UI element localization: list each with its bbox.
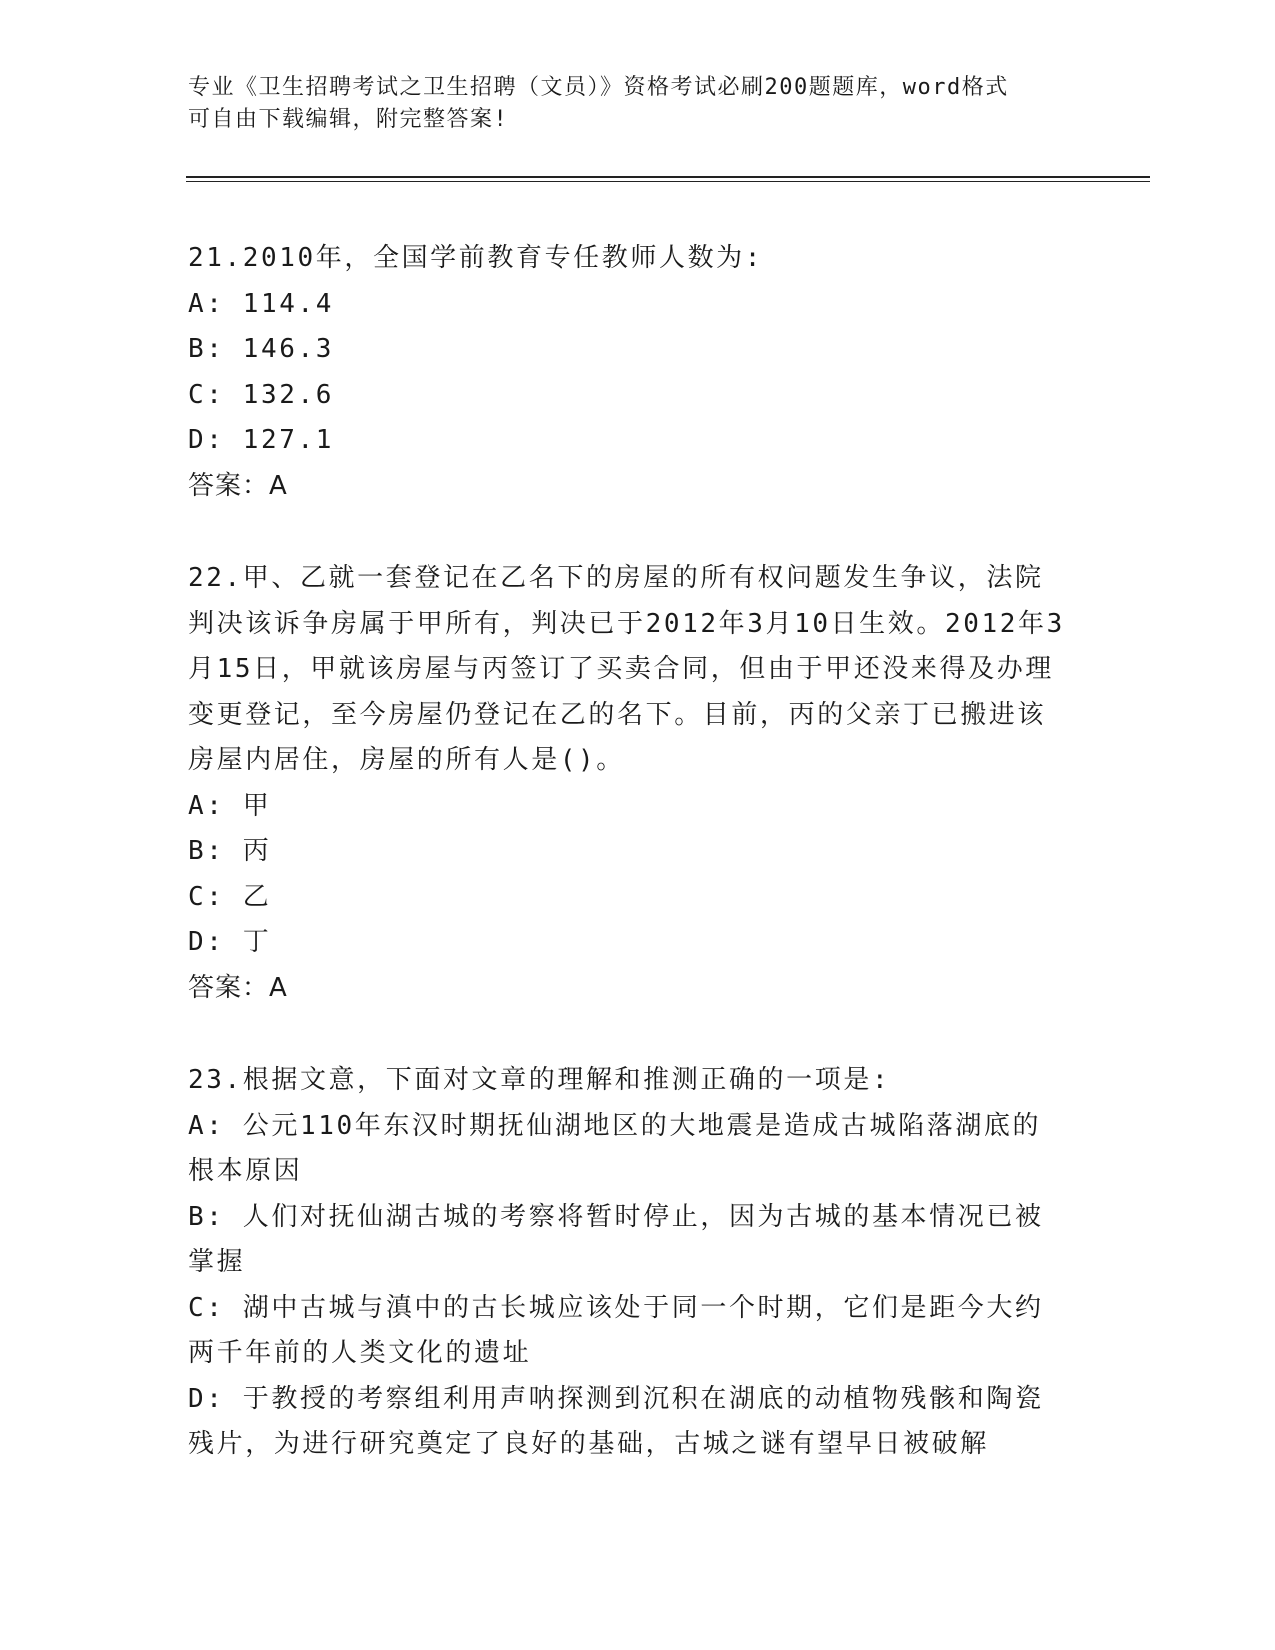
question-22 (188, 556, 1068, 1011)
option-c: C: 乙 (188, 881, 272, 912)
option-d: D: 丁 (188, 927, 272, 957)
question-23 (188, 1058, 1068, 1468)
document-header (188, 72, 1068, 136)
header-line-2: 可自由下载编辑，附完整答案! (188, 107, 509, 132)
header-divider-thin (186, 181, 1150, 182)
header-divider-thick (186, 176, 1150, 178)
question-stem: 23.根据文意，下面对文章的理解和推测正确的一项是: (188, 1065, 891, 1095)
question-stem: 21.2010年，全国学前教育专任教师人数为: (188, 243, 764, 273)
option-b: B: 人们对抚仙湖古城的考察将暂时停止，因为古城的基本情况已被掌握 (188, 1201, 1044, 1277)
option-d: D: 于教授的考察组利用声呐探测到沉积在湖底的动植物残骸和陶瓷残片，为进行研究奠定了良好的基础，古城之谜有望早日被破解 (188, 1383, 1044, 1459)
question-stem: 22.甲、乙就一套登记在乙名下的房屋的所有权问题发生争议，法院判决该诉争房属于甲所有，判决已于2012年3月10日生效。2012年3月15日，甲就该房屋与丙签订了买卖合同，但由于甲还没来得及办理变更登记，至今房屋仍登记在乙的名下。目前，丙的父亲丁已搬进该房屋内居住，房屋的所有人是()。 (188, 563, 1065, 775)
option-b: B: 丙 (188, 836, 272, 866)
question-list (188, 236, 1068, 1515)
option-a: A: 114.4 (188, 288, 335, 319)
option-b: B: 146.3 (188, 334, 335, 364)
option-a: A: 公元110年东汉时期抚仙湖地区的大地震是造成古城陷落湖底的根本原因 (188, 1110, 1042, 1186)
option-a: A: 甲 (188, 790, 272, 821)
option-c: C: 湖中古城与滇中的古长城应该处于同一个时期，它们是距今大约两千年前的人类文化的遗址 (188, 1292, 1044, 1368)
question-21 (188, 236, 1068, 509)
header-line-1: 专业《卫生招聘考试之卫生招聘（文员）》资格考试必刷200题题库，word格式 (188, 75, 1009, 100)
option-d: D: 127.1 (188, 425, 335, 455)
answer-line: 答案：A (188, 470, 288, 501)
option-c: C: 132.6 (188, 379, 335, 410)
answer-line: 答案：A (188, 972, 288, 1003)
